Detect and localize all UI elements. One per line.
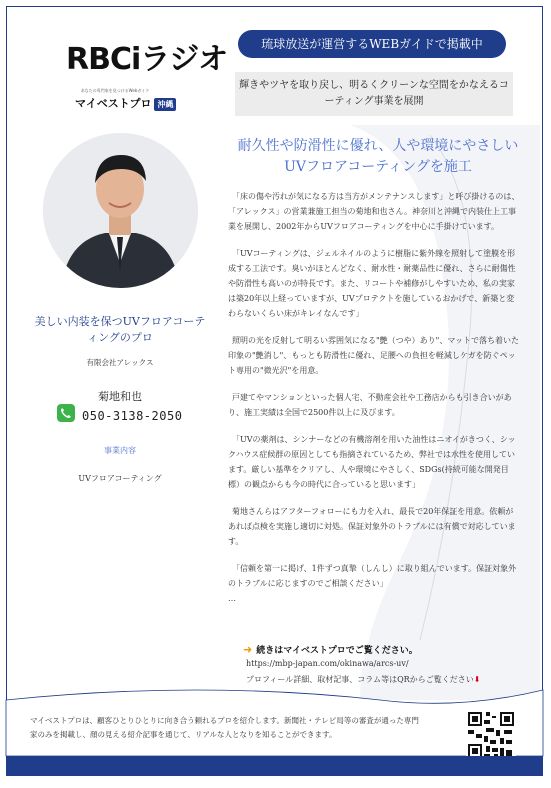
- article-body: [228, 189, 520, 618]
- phone-number: 050-3138-2050: [82, 409, 183, 423]
- arrow-right-icon: ➜: [243, 643, 253, 656]
- business-value: UVフロアコーティング: [78, 474, 162, 483]
- company-name: 有限会社アレックス: [86, 358, 154, 367]
- article-paragraph: 戸建てやマンションといった個人宅、不動産会社や工務店からも引き合いがあり、施工実績は全国で2500件以上に及びます。: [228, 393, 512, 417]
- profile-title: 美しい内装を保つUVフロアコーティングのプロ: [34, 315, 206, 344]
- lead-box: 輝きやツヤを取り戻し、明るくクリーンな空間をかなえるコーティング事業を展開: [235, 72, 513, 116]
- person-name: 菊地和也: [98, 390, 142, 403]
- article-paragraph: 「UVの薬剤は、シンナーなどの有機溶剤を用いた油性はニオイがきつく、シックハウス症候群の原因としても指摘されているため、弊社では水性を使用しています。厳しい基準をクリアし、人や環境にやさしく、SDGs(持続可能な開発目標）の観点からも今の時代に合っていると思います」: [228, 435, 516, 489]
- article-paragraph: 「信頼を第一に掲げ、1件ずつ真摯（しんし）に取り組んでいます。保証対象外のトラブルに応じますのでご相談ください」 …: [228, 564, 517, 603]
- region-badge: 沖縄: [154, 98, 176, 111]
- article-paragraph: 「UVコーティングは、ジェルネイルのように樹脂に紫外線を照射して塗膜を形成する工法です。臭いがほとんどなく、耐水性・耐薬品性に優れ、さらに耐傷性や防滑性も高いのが特長です。また、リコートや補修がしやすいため、私の実家は築20年以上経っていますが、UVプロテクトを施しているおかげで、新築と変わらないくらい床がキレイなんです」: [228, 249, 516, 318]
- article-paragraph: 菊地さんらはアフターフォローにも力を入れ、最長で20年保証を用意。依頼があれば点検を実施し適切に対処。保証対象外のトラブルには有償で対応しています。: [228, 507, 516, 546]
- footer-bar: [6, 756, 543, 776]
- qr-note: [246, 674, 480, 685]
- business-label: 事業内容: [104, 446, 136, 455]
- mbp-tagline: あなたの専門家を見つけるWebガイド: [80, 88, 150, 93]
- mybestpro-logo: [75, 95, 176, 111]
- article-paragraph: 照明の光を反射して明るい雰囲気になる"艶（つや）あり"、マットで落ち着いた印象の"艶消し"、もっとも防滑性に優れ、足腰への負担を軽減しケガを防ぐペット専用の"微光沢"を用意。: [228, 336, 520, 375]
- qr-code-icon[interactable]: [466, 710, 516, 760]
- arrow-down-icon: ⬇: [473, 675, 481, 684]
- profile-url[interactable]: https://mbp-japan.com/okinawa/arcs-uv/: [246, 659, 409, 668]
- profile-photo: [43, 133, 198, 288]
- broadcast-banner: 琉球放送が運営するWEBガイドで掲載中: [238, 30, 506, 58]
- article-headline: 耐久性や防滑性に優れ、人や環境にやさしいUVフロアコーティングを施工: [237, 138, 519, 175]
- qr-note-text: プロフィール詳細、取材記事、コラム等はQRからご覧ください: [246, 675, 474, 684]
- cta-line: [243, 643, 418, 656]
- phone-icon: [57, 404, 75, 422]
- cta-text[interactable]: 続きはマイベストプロでご覧ください。: [256, 646, 418, 656]
- footer-text: マイベストプロは、顧客ひとりひとりに向き合う頼れるプロを紹介します。新聞社・テレビ局等の審査が通った専門家のみを掲載し、顔の見える紹介記事を通じて、リアルな人となりを知ることができます。: [30, 716, 419, 739]
- article-paragraph: 「床の傷や汚れが気になる方は当方がメンテナンスします」と呼び掛けるのは、「アレックス」の営業兼施工担当の菊地和也さん。神奈川と沖縄で内装仕上工事業を展開し、2002年からUVフロアコーティングを中心に手掛けています。: [228, 192, 520, 231]
- rbc-radio-logo: RBCiラジオ: [66, 42, 228, 77]
- mybestpro-logo-text: マイベストプロ: [75, 97, 152, 110]
